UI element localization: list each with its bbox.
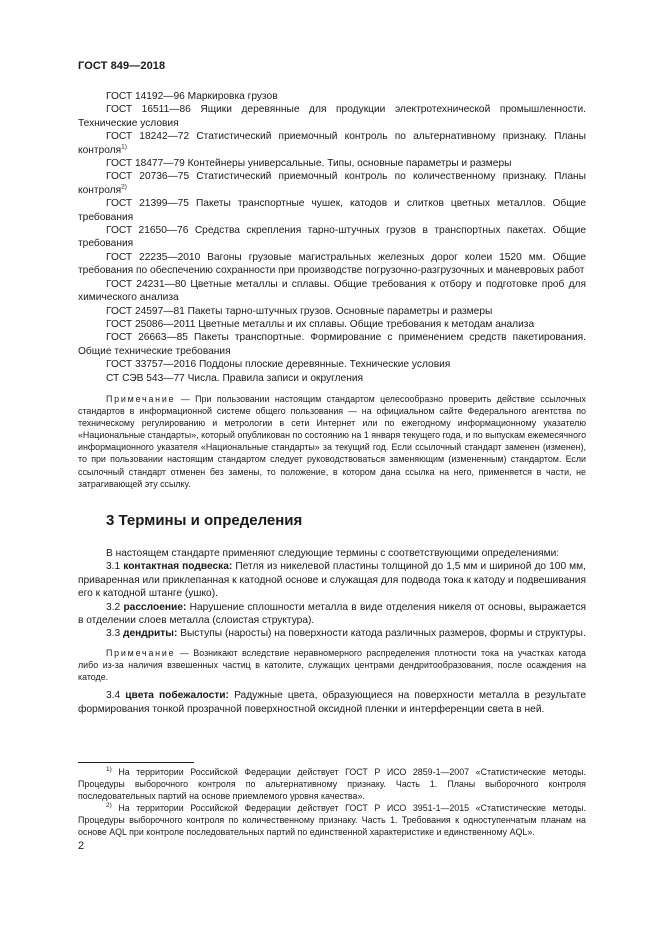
reference-text: ГОСТ 20736—75 Статистический приемочный контроль по количественному признаку. Планы контроля [78, 171, 586, 196]
reference-item [78, 130, 586, 157]
reference-item [78, 372, 586, 385]
reference-text: ГОСТ 21399—75 Пакеты транспортные чушек, катодов и слитков цветных металлов. Общие требования [78, 198, 586, 223]
reference-text: ГОСТ 18477—79 Контейнеры универсальные. Типы, основные параметры и размеры [106, 158, 512, 170]
term-entry [78, 689, 586, 716]
page-number: 2 [78, 840, 85, 852]
reference-text: ГОСТ 14192—96 Маркировка грузов [106, 91, 278, 102]
term-definition: Радужные цвета, образующиеся на поверхности металла в результате формирования тонкой прозрачной поверхностной оксидной пленки и интерференции света в ней. [78, 690, 586, 715]
reference-text: ГОСТ 21650—76 Средства скрепления тарно-штучных грузов в транспортных пакетах. Общие требования [78, 225, 586, 250]
footnote-mark: 1) [121, 143, 127, 151]
terms-section-body [78, 547, 586, 716]
reference-text: СТ СЭВ 543—77 Числа. Правила записи и округления [106, 372, 364, 384]
term-name: цвета побежалости: [125, 690, 229, 702]
term-name: дендриты: [123, 628, 178, 640]
reference-item [78, 224, 586, 251]
term-number: 3.4 [106, 690, 121, 702]
term-name: контактная подвеска: [123, 561, 233, 573]
reference-item [78, 251, 586, 278]
reference-item [78, 331, 586, 358]
page-header-doc-id: ГОСТ 849—2018 [78, 60, 166, 72]
reference-text: ГОСТ 18242—72 Статистический приемочный контроль по альтернативному признаку. Планы контроля [78, 131, 586, 156]
term-entry [78, 560, 586, 600]
reference-text: ГОСТ 26663—85 Пакеты транспортные. Формирование с применением средств пакетирования. Общие технические требования [78, 332, 586, 357]
reference-text: ГОСТ 24231—80 Цветные металлы и сплавы. Общие требования к отбору и подготовке проб для химического анализа [78, 278, 586, 304]
normative-references-list [78, 90, 586, 385]
reference-item [78, 197, 586, 224]
footnote-mark: 2) [121, 183, 127, 191]
reference-item [78, 90, 586, 103]
footnote-text: На территории Российской Федерации действует ГОСТ Р ИСО 2859-1—2007 «Статистические методы. Процедуры выборочного контроля по альтернативному признаку. Часть 1. Планы выборочного контроля последовательных партий на основе приемлемого уровня качества». [78, 767, 586, 802]
reference-text: ГОСТ 22235—2010 Вагоны грузовые магистральных железных дорог колеи 1520 мм. Общие требования по обеспечению сохранности при производстве погрузочно-разгрузочных и маневровых работ [78, 251, 586, 277]
reference-item [78, 358, 586, 371]
reference-item [78, 318, 586, 331]
footnote [78, 802, 586, 838]
term-note [78, 647, 586, 683]
reference-item [78, 278, 586, 305]
note-label: Примечание [106, 647, 176, 658]
term-definition: Нарушение сплошности металла в виде отделения никеля от основы, выражается в отделении слоев металла (слоистая структура). [78, 601, 586, 627]
terms-intro: В настоящем стандарте применяют следующие термины с соответствующими определениями: [106, 548, 560, 559]
footnote-mark: 1) [106, 766, 112, 774]
term-entry [78, 601, 586, 628]
term-entry [78, 627, 586, 640]
reference-item [78, 170, 586, 197]
reference-item [78, 103, 586, 130]
footnote [78, 766, 586, 802]
reference-text: ГОСТ 24597—81 Пакеты тарно-штучных грузов. Основные параметры и размеры [106, 305, 493, 317]
reference-text: ГОСТ 16511—86 Ящики деревянные для продукции электротехнической промышленности. Технические условия [78, 104, 586, 129]
term-definition: Петля из никелевой пластины толщиной до 1,5 мм и шириной до 100 мм, приваренная или приклепанная к катодной основе и служащая для подвода тока к катоду и подвешивания его к катодной штанге (ушко). [78, 561, 586, 600]
term-name: расслоение: [123, 601, 187, 613]
footnote-text: На территории Российской Федерации действует ГОСТ Р ИСО 3951-1—2015 «Статистические методы. Процедуры выборочного контроля по количественному признаку. Часть 1. Требования к одноступенчатым планам на основе AQL при контроле последовательных партий по единственной характеристике и единственному AQL». [78, 803, 586, 838]
footnote-mark: 2) [106, 802, 112, 810]
reference-text: ГОСТ 33757—2016 Поддоны плоские деревянные. Технические условия [106, 359, 451, 371]
note-text: — При пользовании настоящим стандартом целесообразно проверить действие ссылочных стандартов в информационной системе общего пользования — на официальном сайте Федерального агентства по техническому регулированию и метрологии в сети Интернет или по ежегодному информационному указателю «Национальные стандарты», который опубликован по состоянию на 1 января текущего года, и по выпускам ежемесячного информационного указателя «Национальные стандарты» за текущий год. Если ссылочный стандарт заменен (изменен), то при пользовании настоящим стандартом следует руководствоваться заменяющим (измененным) стандартом. Если ссылочный стандарт отменен без замены, то положение, в котором дана ссылка на него, применяется в части, не затрагивающей эту ссылку. [78, 394, 586, 489]
footnote-divider [78, 762, 194, 763]
section-title: 3 Термины и определения [106, 512, 303, 529]
footnotes [78, 766, 586, 839]
reference-item [78, 157, 586, 170]
term-number: 3.1 [106, 561, 121, 573]
note-label: Примечание [106, 394, 176, 404]
term-number: 3.2 [106, 601, 121, 613]
term-number: 3.3 [106, 628, 121, 640]
reference-text: ГОСТ 25086—2011 Цветные металлы и их сплавы. Общие требования к методам анализа [106, 318, 535, 330]
term-definition: Выступы (наросты) на поверхности катода различных размеров, формы и структуры. [180, 628, 586, 640]
note-text: — Возникают вследствие неравномерного распределения плотности тока на участках катода либо из-за наличия взвешенных частиц в католите, служащих центрами дендритообразования, после осаждения на катоде. [78, 647, 586, 683]
reference-item [78, 305, 586, 318]
references-note [78, 393, 586, 490]
